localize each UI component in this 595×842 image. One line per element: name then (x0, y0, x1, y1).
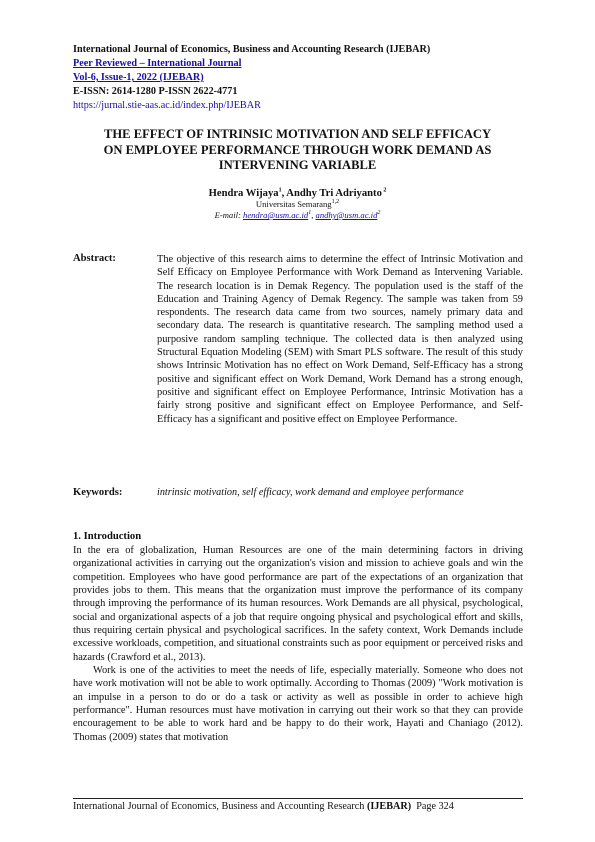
email-label: E-mail: (214, 210, 244, 220)
keywords-text: intrinsic motivation, self efficacy, work demand and employee performance (157, 487, 464, 498)
peer-reviewed-link[interactable]: Peer Reviewed – International Journal (73, 58, 242, 69)
author-2: Andhy Tri Adriyanto (286, 188, 382, 199)
footer-journal-name: International Journal of Economics, Business and Accounting Research (73, 801, 367, 812)
email-2-sup: 2 (377, 210, 381, 217)
author-separator: , (281, 188, 287, 199)
email-separator: , (311, 210, 316, 220)
page-footer (73, 801, 523, 812)
author-names (60, 188, 535, 199)
title-line-2: ON EMPLOYEE PERFORMANCE THROUGH WORK DEMAND AS (103, 142, 492, 157)
keywords-label: Keywords: (73, 487, 123, 498)
journal-header (73, 43, 533, 113)
introduction-heading: 1. Introduction (73, 531, 142, 542)
abstract-label: Abstract: (73, 253, 116, 264)
paper-title (60, 127, 535, 174)
author-2-sup: 2 (381, 187, 387, 194)
email-1-sup: 1 (308, 210, 312, 217)
abstract-text: The objective of this research aims to determine the effect of Intrinsic Motivation and Self Efficacy on Employee Performance with Work Demand as Intervening Variable. The research location is in Demak Regency. The population used is the staff of the Education and Training Agency of Demak Regency. The sample was taken from 59 respondents. The research data came from two sources, namely primary data and secondary data. The research is quantitative research. The sampling method used a purposive random sampling technique. The collected data is then analyzed using Structural Equation Modeling (SEM) with Smart PLS software. The result of this study shows Intrinsic Motivation has no effect on Work Demand, Self-Efficacy has a strong positive and significant effect on Work Demand, Work Demand has a strong enough, positive and significant effect on Employee Performance, Intrinsic Motivation has a fairly strong positive and significant effect on Employee Performance, and Self-Efficacy has a significant and positive effect on Employee Performance. (157, 254, 523, 425)
journal-url-link[interactable]: https://jurnal.stie-aas.ac.id/index.php/IJEBAR (73, 100, 261, 111)
footer-page-number: Page 324 (416, 801, 454, 812)
affiliation-name: Universitas Semarang (255, 199, 332, 209)
author-1-sup: 1 (278, 187, 282, 194)
title-line-1: THE EFFECT OF INTRINSIC MOTIVATION AND SELF EFFICACY (103, 127, 492, 141)
affiliation (60, 199, 535, 210)
introduction-body (73, 544, 523, 744)
footer-journal-abbr: (IJEBAR) (366, 801, 412, 812)
introduction-paragraph-1: In the era of globalization, Human Resources are one of the main determining factors in driving organizational activities in carrying out the organization's vision and mission to achieve goals and win the competition. Employees who have good performance are part of the expectations of an organization that provides jobs to them. This means that the organization must improve the performance of its company through improving the performance of its human resources. Work Demands are all physical, psychological, social and organizational aspects of a job that require ongoing physical and psychological effort and skills, thus requiring certain physical and psychological sacrifices. In the safety context, Work Demands include excessive workloads, competition, and situational constraints such as poor equipment or perceived risks and hazards (Crawford et al., 2013). (73, 545, 523, 663)
author-block (60, 188, 535, 221)
introduction-paragraph-2: Work is one of the activities to meet the needs of life, especially materially. Someone who does not have work motivation will not be able to work optimally. According to Thomas (2009) "Work motivation is an impulse in a person to do or do a task or activity as well as possible in order to achieve high performance". Human resources must have motivation in carrying out their work so that they can provide encouragement to be able to work hard and be happy to do their work, Hayati and Chaniago (2012). Thomas (2009) states that motivation (73, 665, 523, 743)
email-line (60, 210, 535, 221)
email-2-link[interactable]: andhy@usm.ac.id (315, 210, 378, 220)
footer-divider (73, 798, 523, 799)
author-1: Hendra Wijaya (208, 188, 279, 199)
affiliation-sup: 1,2 (331, 199, 340, 206)
email-1-link[interactable]: hendra@usm.ac.id (243, 210, 309, 220)
journal-name: International Journal of Economics, Business and Accounting Research (IJEBAR) (73, 44, 431, 55)
volume-link[interactable]: Vol-6, Issue-1, 2022 (IJEBAR) (73, 72, 204, 83)
issn-line: E-ISSN: 2614-1280 P-ISSN 2622-4771 (73, 86, 238, 97)
title-line-3: INTERVENING VARIABLE (218, 158, 377, 172)
